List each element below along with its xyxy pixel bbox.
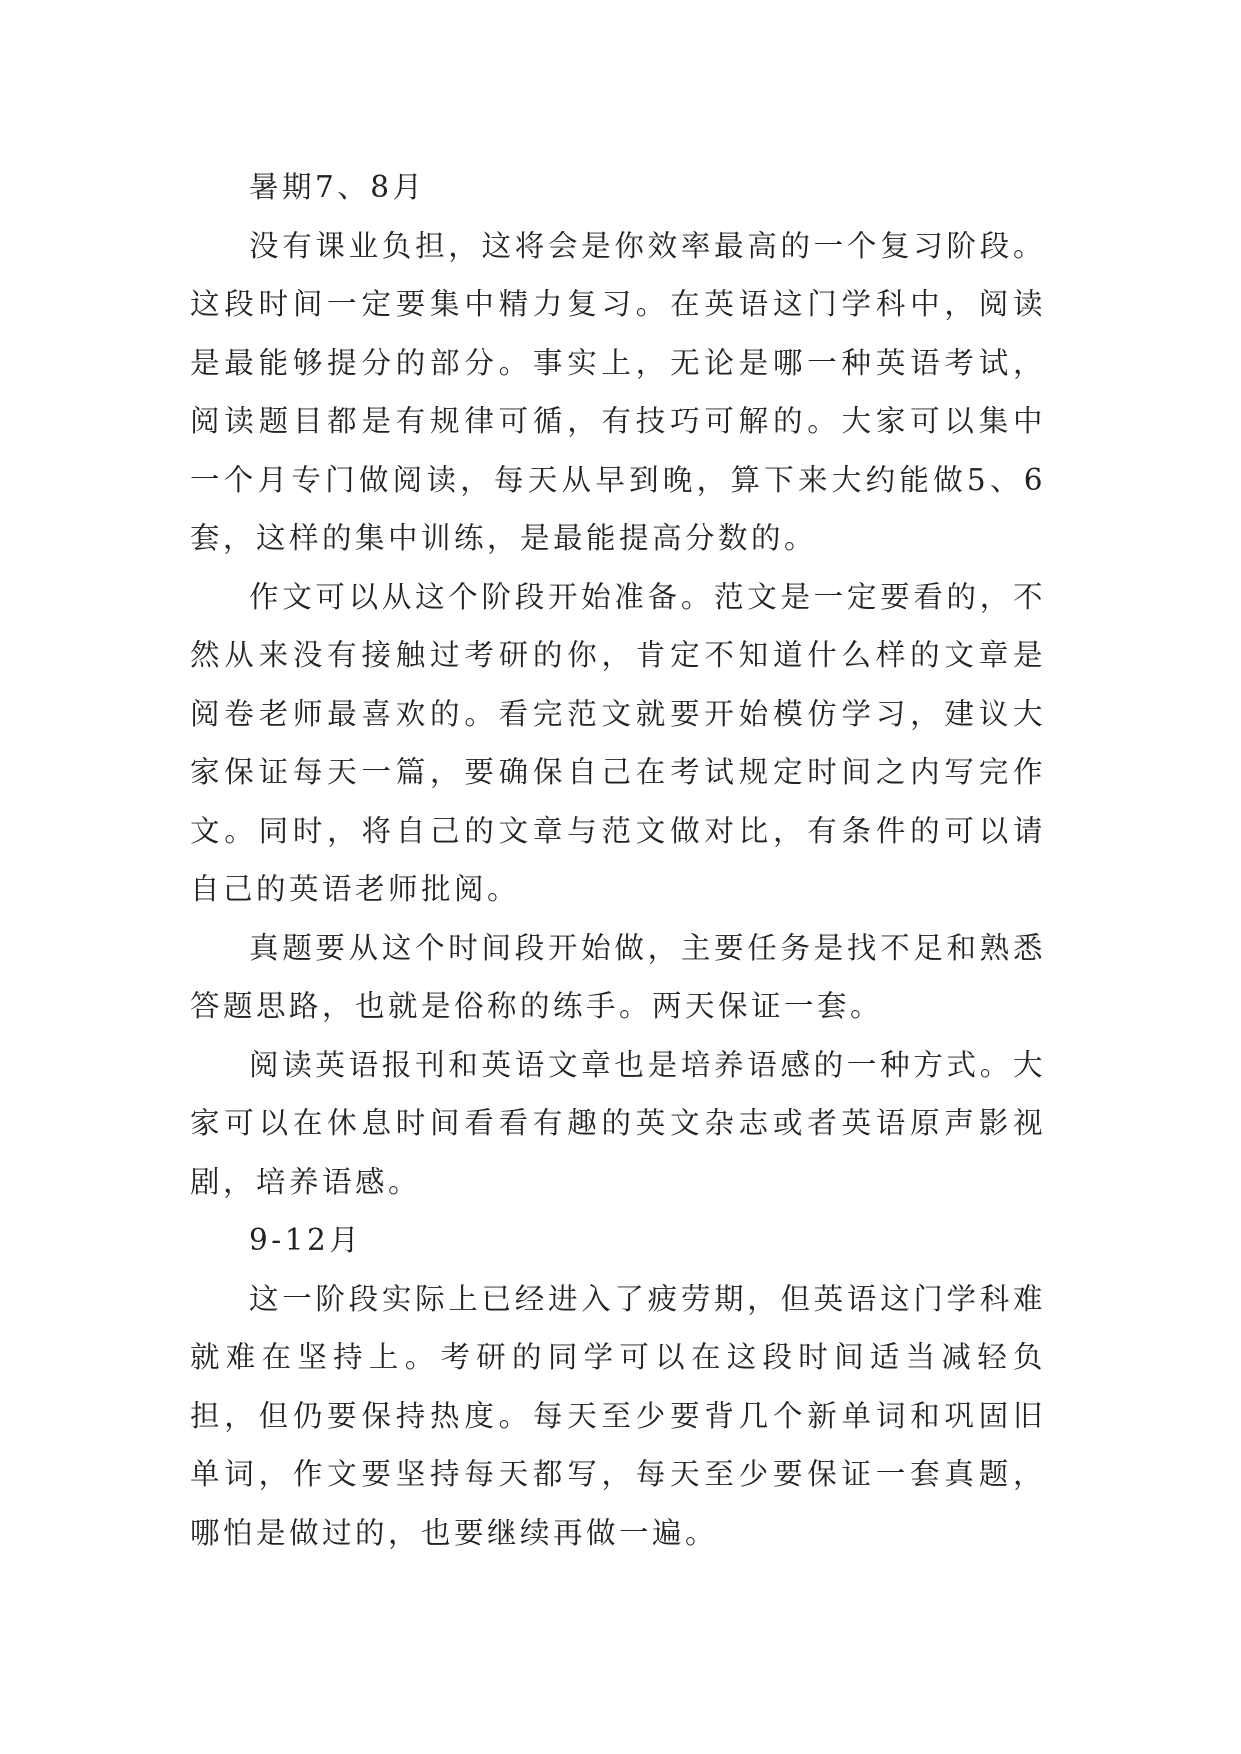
document-body — [190, 158, 1046, 1562]
section-heading-summer: 暑期7、8月 — [249, 170, 426, 204]
paragraph-summer-reading: 没有课业负担，这将会是你效率最高的一个复习阶段。这段时间一定要集中精力复习。在英语这门学科中，阅读是最能够提分的部分。事实上，无论是哪一种英语考试，阅读题目都是有规律可循，有技巧可解的。大家可以集中一个月专门做阅读，每天从早到晚，算下来大约能做5、6套，这样的集中训练，是最能提高分数的。 — [190, 228, 1046, 555]
paragraph-summer-past-papers: 真题要从这个时间段开始做，主要任务是找不足和熟悉答题思路，也就是俗称的练手。两天保证一套。 — [190, 930, 1046, 1023]
paragraph-summer-language-sense: 阅读英语报刊和英语文章也是培养语感的一种方式。大家可以在休息时间看看有趣的英文杂志或者英语原声影视剧，培养语感。 — [190, 1047, 1046, 1199]
paragraph-autumn-persistence: 这一阶段实际上已经进入了疲劳期，但英语这门学科难就难在坚持上。考研的同学可以在这段时间适当减轻负担，但仍要保持热度。每天至少要背几个新单词和巩固旧单词，作文要坚持每天都写，每天至少要保证一套真题，哪怕是做过的，也要继续再做一遍。 — [190, 1281, 1046, 1550]
section-heading-autumn: 9-12月 — [249, 1223, 363, 1257]
paragraph-summer-writing: 作文可以从这个阶段开始准备。范文是一定要看的，不然从来没有接触过考研的你，肯定不知道什么样的文章是阅卷老师最喜欢的。看完范文就要开始模仿学习，建议大家保证每天一篇，要确保自己在考试规定时间之内写完作文。同时，将自己的文章与范文做对比，有条件的可以请自己的英语老师批阅。 — [190, 579, 1046, 906]
